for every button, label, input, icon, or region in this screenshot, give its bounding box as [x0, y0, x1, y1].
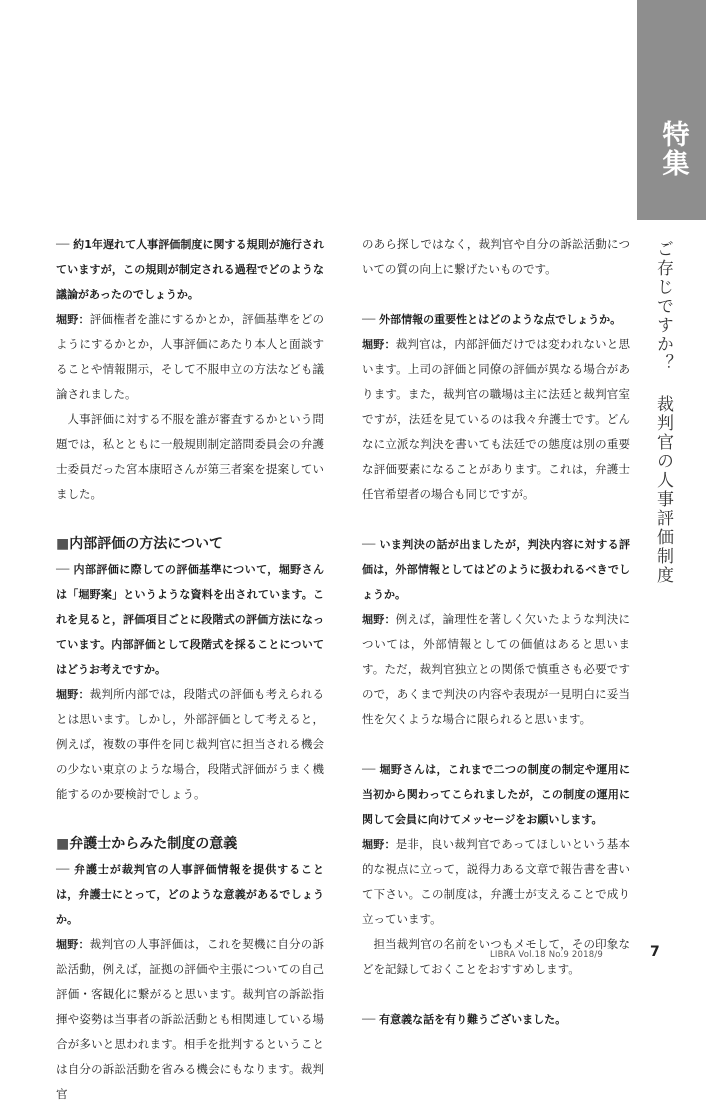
answer-1: 堀野：評価権者を誰にするかとか，評価基準をどのようにするかとか，人事評価にあたり本人と面談することや情報開示，そして不服申立の方法なども議論されました。 [56, 312, 325, 401]
spacer [56, 807, 324, 832]
spacer [362, 982, 630, 1007]
answer-2: 堀野：裁判所内部では，段階式の評価も考えられるとは思います。しかし，外部評価として考えると，例えば，複数の事件を同じ裁判官に担当される機会の少ない東京のような場合，段階式評価がうまく機能するのか要検討でしょう。 [56, 687, 325, 801]
dash-mark: ── [56, 863, 70, 876]
question-2: ── 内部評価に際しての評価基準について，堀野さんは「堀野案」というような資料を出されています。これを見ると，評価項目ごとに段階式の評価方法になっています。内部評価として段階式を採ることについてはどうお考えですか。 [56, 563, 324, 676]
feature-tab-label: 特集 [657, 120, 689, 178]
closing-line: ── 有意義な話を有り難うございました。 [362, 1013, 567, 1026]
spacer [362, 282, 630, 307]
dash-mark: ── [362, 1013, 376, 1026]
square-mark: ■ [56, 536, 70, 552]
paragraph-2: 担当裁判官の名前をいつもメモして，その印象などを記録しておくことをおすすめします。 [362, 937, 630, 976]
speaker-name: 堀野： [56, 938, 90, 951]
question-5: ── いま判決の話が出ましたが，判決内容に対する評価は，外部情報としてはどのように扱われるべきでしょうか。 [362, 538, 630, 601]
question-3: ── 弁護士が裁判官の人事評価情報を提供することは，弁護士にとって，どのような意義があるでしょうか。 [56, 863, 324, 926]
section-heading-2: ■弁護士からみた制度の意義 [56, 836, 238, 852]
dash-mark: ── [362, 313, 376, 326]
right-column [362, 232, 630, 1032]
side-title: ご存じですか？ 裁判官の人事評価制度 [653, 240, 673, 585]
answer-4: 堀野：裁判官は，内部評価だけでは変われないと思います。上司の評価と同僚の評価が異なる場合があります。また，裁判官の職場は主に法廷と裁判官室ですが，法廷を見ているのは我々弁護士です。どんなに立派な判決を書いても法廷での態度は別の重要な評価要素になることがあります。これは，弁護士任官希望者の場合も同じですが。 [362, 337, 631, 501]
left-column [56, 232, 324, 1107]
spacer [362, 507, 630, 532]
question-1: ── 約1年遅れて人事評価制度に関する規則が施行されていますが，この規則が制定される過程でどのような議論があったのでしょうか。 [56, 238, 324, 301]
page-number: 7 [650, 944, 660, 960]
speaker-name: 堀野： [362, 838, 396, 851]
speaker-name: 堀野： [362, 613, 396, 626]
dash-mark: ── [56, 563, 70, 576]
spacer [56, 507, 324, 532]
section-heading-1: ■内部評価の方法について [56, 536, 223, 552]
dash-mark: ── [362, 538, 376, 551]
answer-3-continued: のあら探しではなく，裁判官や自分の訴訟活動についての質の向上に繋げたいものです。 [362, 237, 630, 276]
answer-6: 堀野：是非，良い裁判官であってほしいという基本的な視点に立って，説得力ある文章で報告書を書いて下さい。この制度は，弁護士が支えることで成り立っています。 [362, 837, 630, 926]
answer-3: 堀野：裁判官の人事評価は，これを契機に自分の訴訟活動，例えば，証拠の評価や主張についての自己評価・客観化に繋がると思います。裁判官の訴訟指揮や姿勢は当事者の訴訟活動とも相関連している場合が多いと思われます。相手を批判するということは自分の訴訟活動を省みる機会にもなります。裁判官 [56, 937, 325, 1101]
dash-mark: ── [56, 238, 70, 251]
spacer [362, 732, 630, 757]
square-mark: ■ [56, 836, 70, 852]
speaker-name: 堀野： [56, 688, 90, 701]
question-6: ── 堀野さんは，これまで二つの制度の制定や運用に当初から関わってこられましたが，この制度の運用に関して会員に向けてメッセージをお願いします。 [362, 763, 630, 826]
answer-5: 堀野：例えば，論理性を著しく欠いたような判決については，外部情報としての価値はあると思います。ただ，裁判官独立との関係で慎重さも必要ですので，あくまで判決の内容や表現が一見明白に妥当性を欠くような場合に限られると思います。 [362, 612, 631, 726]
dash-mark: ── [362, 763, 376, 776]
paragraph-1: 人事評価に対する不服を誰が審査するかという問題では，私とともに一般規則制定諮問委員会の弁護士委員だった宮本康昭さんが第三者案を提案していました。 [56, 412, 324, 501]
speaker-name: 堀野： [56, 313, 90, 326]
speaker-name: 堀野： [362, 338, 396, 351]
footer-issue: LIBRA Vol.18 No.9 2018/9 [490, 950, 604, 960]
feature-tab [637, 0, 706, 220]
question-4: ── 外部情報の重要性とはどのような点でしょうか。 [362, 313, 622, 326]
